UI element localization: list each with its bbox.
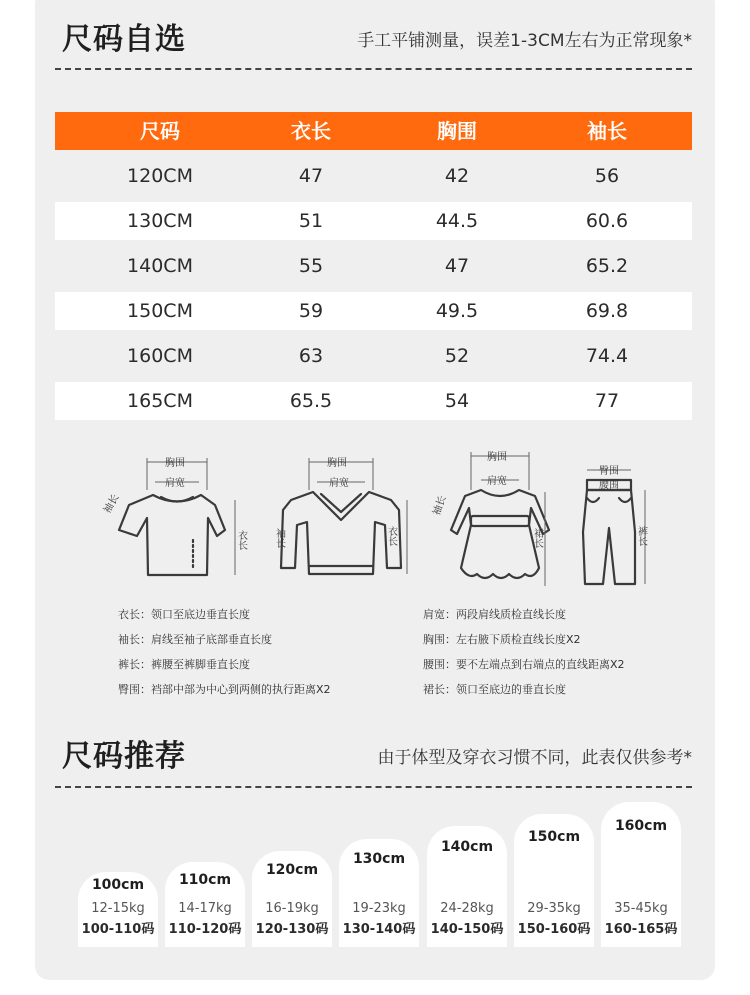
size-card <box>427 826 507 947</box>
measurement-diagram <box>95 450 665 590</box>
size-chart-title: 尺码自选 <box>62 22 186 57</box>
cell-size: 150CM <box>127 300 193 322</box>
cell-size: 165CM <box>127 390 193 412</box>
size-recommend-title: 尺码推荐 <box>62 739 186 774</box>
cell-sleeve: 60.6 <box>585 210 629 232</box>
cell-chest: 42 <box>444 165 470 187</box>
table-row <box>55 202 692 240</box>
label-shoulder: 肩宽 <box>165 478 185 489</box>
table-row <box>55 157 692 195</box>
label-shoulder: 肩宽 <box>487 476 507 487</box>
card-size: 110-120码 <box>168 922 242 937</box>
card-weight: 12-15kg <box>91 901 145 916</box>
definition-item: 腰围：要不左端点到右端点的直线距离X2 <box>423 658 625 671</box>
cell-chest: 54 <box>444 390 470 412</box>
cell-length: 59 <box>298 300 324 322</box>
definition-item: 胸围：左右腋下质检直线长度X2 <box>423 633 581 646</box>
label-chest: 胸围 <box>487 452 507 463</box>
definition-item: 臀围：裆部中部为中心到两侧的执行距离X2 <box>118 683 331 696</box>
card-height: 140cm <box>440 839 494 855</box>
card-height: 130cm <box>352 851 406 867</box>
size-card <box>339 839 419 947</box>
definition-item: 袖长：肩线至袖子底部垂直长度 <box>118 633 272 646</box>
label-chest: 胸围 <box>165 458 185 469</box>
card-weight: 24-28kg <box>440 901 494 916</box>
sweater-icon <box>281 492 401 574</box>
size-card <box>252 851 332 947</box>
size-card <box>514 814 594 947</box>
card-height: 120cm <box>265 862 319 878</box>
label-sleeve: 袖长 <box>102 492 122 516</box>
label-waist: 腰围 <box>599 480 619 491</box>
t-shirt-icon <box>119 495 225 575</box>
size-table-header <box>55 112 692 150</box>
header-chest: 胸围 <box>437 119 477 143</box>
cell-chest: 47 <box>444 255 470 277</box>
cell-chest: 44.5 <box>435 210 479 232</box>
cell-length: 63 <box>298 345 324 367</box>
table-row <box>55 337 692 375</box>
cell-sleeve: 56 <box>594 165 620 187</box>
label-pants-length: 裤长 <box>635 526 647 546</box>
size-card <box>78 872 158 947</box>
label-shoulder: 肩宽 <box>329 478 349 489</box>
label-skirt-length: 裙长 <box>531 528 543 548</box>
label-chest: 胸围 <box>327 458 347 469</box>
pants-icon <box>583 480 635 584</box>
card-size: 100-110码 <box>81 922 155 937</box>
label-hip: 臀围 <box>599 466 619 477</box>
card-weight: 14-17kg <box>178 901 232 916</box>
cell-length: 47 <box>298 165 324 187</box>
cell-length: 51 <box>298 210 324 232</box>
divider <box>55 786 692 788</box>
label-length: 衣长 <box>235 530 247 550</box>
card-weight: 35-45kg <box>614 901 668 916</box>
definition-item: 裙长：领口至底边的垂直长度 <box>423 683 566 696</box>
cell-size: 130CM <box>127 210 193 232</box>
label-length: 衣长 <box>385 526 397 546</box>
cell-chest: 52 <box>444 345 470 367</box>
cell-sleeve: 77 <box>594 390 620 412</box>
card-height: 100cm <box>91 877 145 893</box>
size-card <box>601 802 681 947</box>
definition-item: 裤长：裤腰至裤脚垂直长度 <box>118 658 250 671</box>
table-row <box>55 382 692 420</box>
cell-sleeve: 65.2 <box>585 255 629 277</box>
card-size: 160-165码 <box>604 922 678 937</box>
table-row <box>55 292 692 330</box>
card-height: 150cm <box>527 829 581 845</box>
measurement-note: 手工平铺测量，误差1-3CM左右为正常现象* <box>357 31 692 51</box>
card-size: 140-150码 <box>430 922 504 937</box>
cell-sleeve: 69.8 <box>585 300 629 322</box>
card-size: 120-130码 <box>255 922 329 937</box>
cell-size: 120CM <box>127 165 193 187</box>
recommend-note: 由于体型及穿衣习惯不同，此表仅供参考* <box>377 748 692 768</box>
cell-chest: 49.5 <box>435 300 479 322</box>
card-height: 160cm <box>614 818 668 834</box>
label-sleeve: 袖长 <box>431 494 449 518</box>
card-size: 130-140码 <box>342 922 416 937</box>
cell-length: 55 <box>298 255 324 277</box>
card-height: 110cm <box>178 872 232 888</box>
definitions-right <box>423 602 625 702</box>
label-sleeve: 袖长 <box>273 528 285 548</box>
size-card <box>165 862 245 947</box>
card-weight: 19-23kg <box>352 901 406 916</box>
cell-size: 160CM <box>127 345 193 367</box>
divider <box>55 68 692 70</box>
header-length: 衣长 <box>291 119 331 143</box>
header-sleeve: 袖长 <box>587 119 627 143</box>
definition-item: 衣长：领口至底边垂直长度 <box>118 608 250 621</box>
card-weight: 16-19kg <box>265 901 319 916</box>
definitions-left <box>118 602 331 702</box>
header-size: 尺码 <box>140 119 180 143</box>
table-row <box>55 247 692 285</box>
cell-length: 65.5 <box>289 390 333 412</box>
definition-item: 肩宽：两段肩线质检直线长度 <box>423 608 566 621</box>
card-size: 150-160码 <box>517 922 591 937</box>
cell-sleeve: 74.4 <box>585 345 629 367</box>
cell-size: 140CM <box>127 255 193 277</box>
card-weight: 29-35kg <box>527 901 581 916</box>
